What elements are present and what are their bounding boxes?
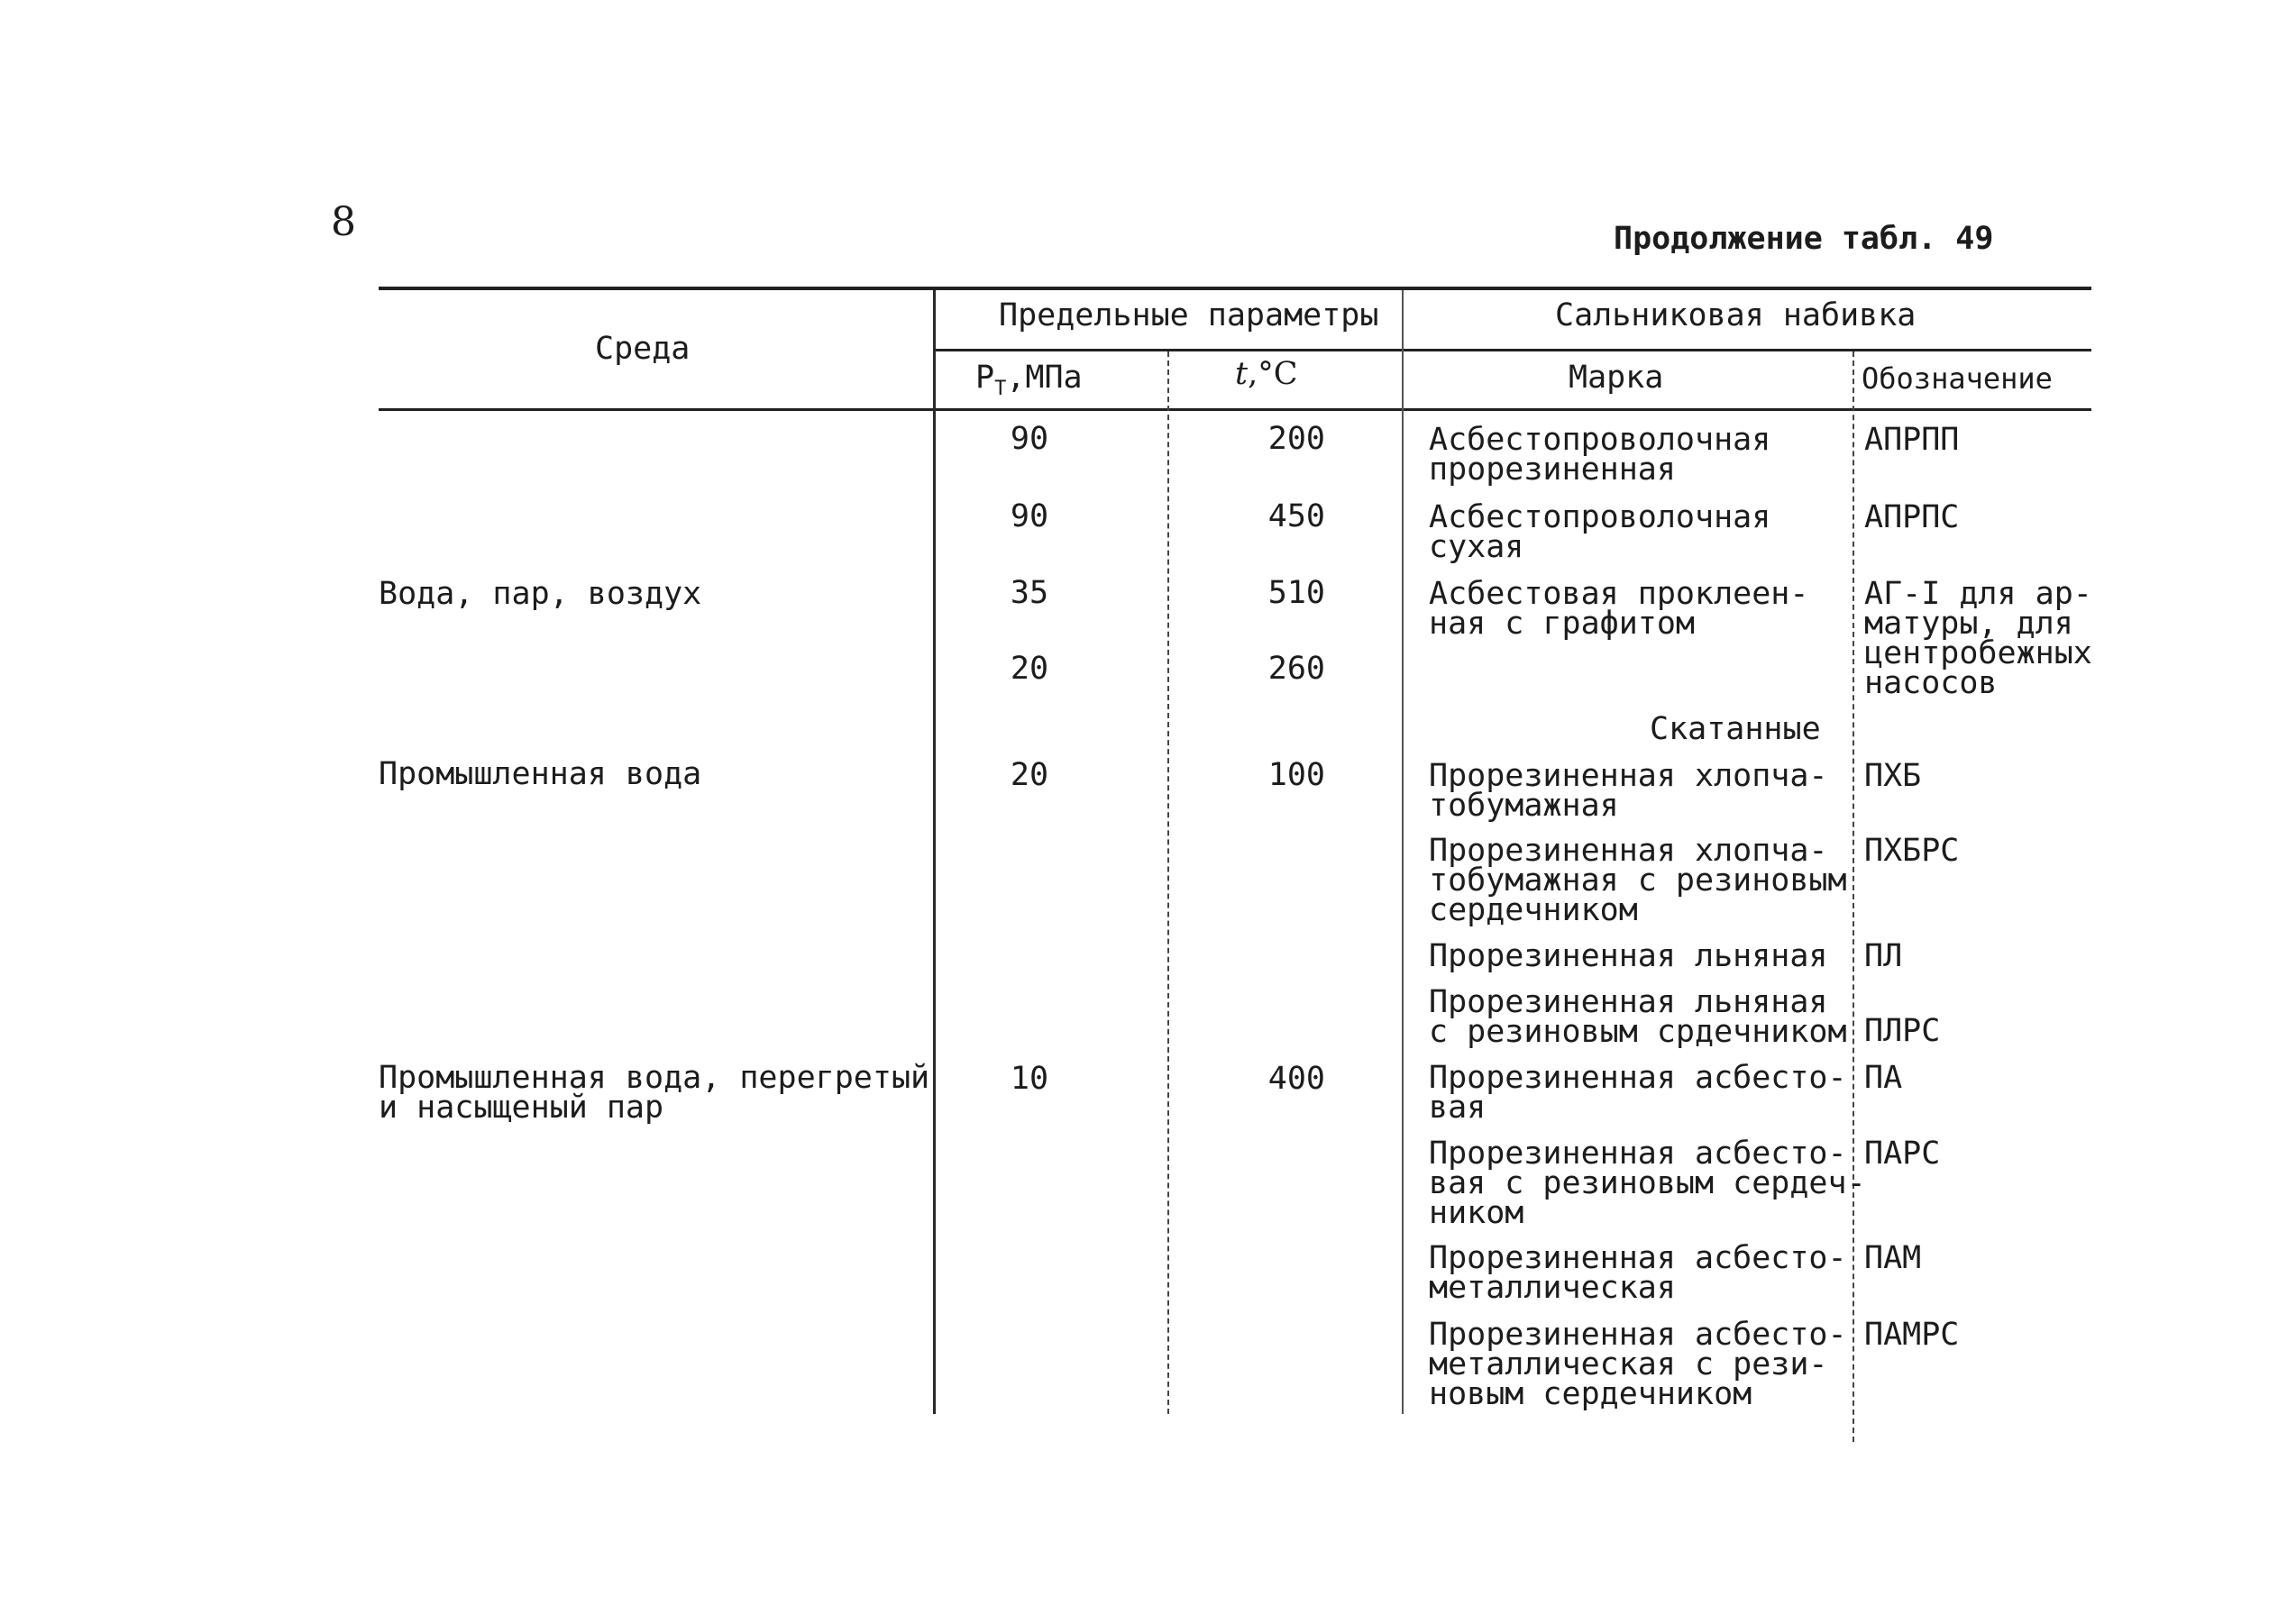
column-divider-4 bbox=[1853, 351, 1854, 1442]
medium-1: Вода, пар, воздух bbox=[379, 576, 702, 612]
brand-cell: Прорезиненная льняная bbox=[1429, 938, 1828, 974]
temperature-value: 100 bbox=[1267, 757, 1325, 793]
code-cell: ПХБ bbox=[1864, 758, 1922, 794]
temperature-value: 510 bbox=[1267, 575, 1325, 611]
pressure-value: 10 bbox=[1010, 1061, 1049, 1097]
code-cell: ПХБРС bbox=[1864, 833, 1960, 869]
header-packing: Сальниковая набивка bbox=[1555, 297, 1917, 333]
code-cell: ПА bbox=[1864, 1060, 1903, 1096]
code-cell: АПРПС bbox=[1864, 499, 1960, 535]
header-temperature: t,°С bbox=[1235, 356, 1298, 392]
column-divider-3 bbox=[1402, 290, 1404, 1414]
code-cell: ПАМ bbox=[1864, 1240, 1922, 1276]
top-rule bbox=[379, 287, 2091, 290]
header-limit-params: Предельные параметры bbox=[999, 297, 1379, 333]
temperature-value: 260 bbox=[1267, 651, 1325, 687]
brand-cell: Прорезиненная льняная с резиновым срдечником bbox=[1429, 984, 1847, 1050]
column-divider-1 bbox=[933, 290, 936, 1414]
brand-cell: Асбестопроволочная сухая bbox=[1429, 499, 1771, 565]
brand-cell: Прорезиненная асбесто- металлическая с рези- новым сердечником bbox=[1429, 1317, 1847, 1412]
code-cell: ПЛРС bbox=[1864, 1013, 1941, 1049]
section-label: Скатанные bbox=[1650, 711, 1821, 747]
table-caption: Продолжение табл. 49 bbox=[1614, 221, 1994, 257]
temperature-value: 450 bbox=[1267, 498, 1325, 534]
header-brand: Марка bbox=[1569, 360, 1664, 396]
code-cell: ПАРС bbox=[1864, 1136, 1941, 1172]
pressure-value: 90 bbox=[1010, 421, 1049, 457]
column-divider-2 bbox=[1167, 351, 1169, 1414]
pressure-value: 20 bbox=[1010, 757, 1049, 793]
brand-cell: Прорезиненная асбесто- металлическая bbox=[1429, 1240, 1847, 1306]
header-mid-rule bbox=[935, 349, 2091, 351]
brand-cell: Асбестопроволочная прорезиненная bbox=[1429, 422, 1771, 488]
medium-3: Промышленная вода, перегретый и насыщеный пар bbox=[379, 1060, 930, 1126]
header-designation: Обозначение bbox=[1862, 361, 2053, 396]
brand-cell: Асбестовая проклеен- ная с графитом bbox=[1429, 576, 1809, 642]
code-cell: ПАМРС bbox=[1864, 1317, 1960, 1353]
pressure-value: 90 bbox=[1010, 498, 1049, 534]
brand-cell: Прорезиненная хлопча- тобумажная bbox=[1429, 758, 1828, 824]
code-cell: АГ-I для ар- матуры, для центробежных насосов bbox=[1864, 576, 2092, 701]
pressure-value: 20 bbox=[1010, 651, 1049, 687]
temperature-value: 200 bbox=[1267, 421, 1325, 457]
header-bottom-rule bbox=[379, 408, 2091, 411]
pressure-value: 35 bbox=[1010, 575, 1049, 611]
code-cell: ПЛ bbox=[1864, 938, 1903, 974]
code-cell: АПРПП bbox=[1864, 422, 1960, 458]
brand-cell: Прорезиненная хлопча- тобумажная с резиновым сердечником bbox=[1429, 833, 1847, 928]
medium-2: Промышленная вода bbox=[379, 756, 702, 792]
temperature-value: 400 bbox=[1267, 1061, 1325, 1097]
header-medium: Среда bbox=[595, 331, 691, 367]
header-pressure: $Р_Т,МПа$ bbox=[975, 360, 1083, 400]
brand-cell: Прорезиненная асбесто- вая с резиновым сердеч- ником bbox=[1429, 1136, 1866, 1231]
brand-cell: Прорезиненная асбесто- вая bbox=[1429, 1060, 1847, 1126]
page-number: 8 bbox=[331, 199, 356, 245]
